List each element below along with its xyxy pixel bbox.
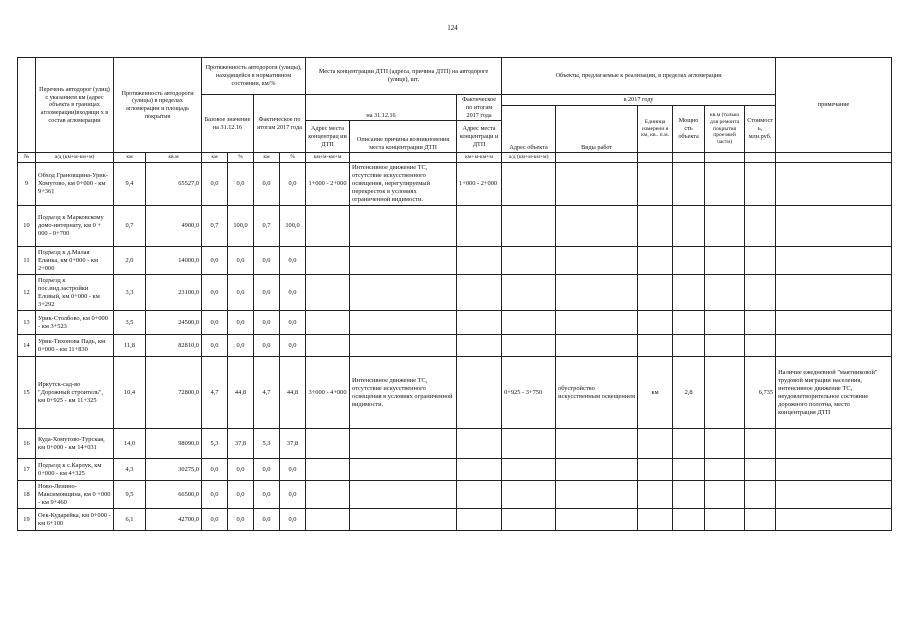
object-work [556,247,638,275]
object-work [556,275,638,311]
unit-dtp-kmm: км+м-км+м [306,153,350,163]
dtp-reason [350,335,457,357]
dtp-address [306,429,350,459]
fact-pct: 100,0 [280,206,306,247]
fact-pct: 0,0 [280,163,306,206]
object-cost [745,335,776,357]
dtp-address-2017 [457,206,502,247]
dtp-address [306,206,350,247]
dtp-reason [350,311,457,335]
object-work: обустройство искусственным освещением [556,357,638,429]
object-cost [745,163,776,206]
header-road-list: Перечень автодорог (улиц) с указанием км (адрес объекта в границах агломерации)входящи х в состав агломерации [36,58,114,153]
dtp-address-2017 [457,429,502,459]
unit-fact-km: км [254,153,280,163]
header-length: Протяженность автодороги (улицы) в пределах агломерации и площадь покрытия [114,58,202,153]
base-pct: 37,8 [228,429,254,459]
object-area [705,429,745,459]
header-obj-area: кв.м (только для ремонта покрытия проезжей части) [705,105,745,153]
object-area [705,459,745,481]
fact-pct: 0,0 [280,311,306,335]
base-pct: 0,0 [228,247,254,275]
object-address [502,163,556,206]
page-number: 124 [447,24,458,32]
object-area [705,357,745,429]
road-length: 3,3 [114,275,146,311]
header-objects-group: Объекты, предлагаемые к реализации, в пределах агломерации [502,58,776,95]
object-cost [745,275,776,311]
object-address [502,247,556,275]
fact-pct: 0,0 [280,275,306,311]
object-unit [638,275,673,311]
row-note [776,275,892,311]
roads-table [17,57,892,531]
header-dtp-reason: Описание причины возникновения места концентрации ДТП [350,121,457,153]
road-area: 30275,0 [146,459,202,481]
table-row [18,275,892,311]
base-pct: 0,0 [228,459,254,481]
row-note [776,163,892,206]
dtp-address [306,275,350,311]
object-work [556,459,638,481]
object-cost: 6,735 [745,357,776,429]
object-address [502,275,556,311]
header-dtp-group: Места концентрации ДТП (адреса, причина ДТП) на автодороге (улице), шт. [306,58,502,95]
base-km: 0,0 [202,247,228,275]
object-cost [745,429,776,459]
base-km: 4,7 [202,357,228,429]
object-address [502,459,556,481]
road-area: 82810,0 [146,335,202,357]
row-note [776,335,892,357]
road-area: 65527,0 [146,163,202,206]
road-length: 9,5 [114,481,146,509]
table-row [18,311,892,335]
object-address [502,335,556,357]
dtp-reason [350,459,457,481]
dtp-address [306,247,350,275]
object-unit [638,429,673,459]
fact-km: 4,7 [254,357,280,429]
object-power [673,163,705,206]
object-cost [745,459,776,481]
unit-km: км [114,153,146,163]
header-norm-group: Протяженность автодороги (улицы), находящейся в нормативном состоянии, км/% [202,58,306,95]
unit-blank [638,153,673,163]
object-work [556,311,638,335]
unit-blank [705,153,745,163]
header-obj-addr: Адрес объекта [502,105,556,153]
base-km: 0,0 [202,459,228,481]
row-number: 16 [18,429,36,459]
object-area [705,206,745,247]
header-dtp-date: на 31.12.16 [306,95,457,121]
row-number: 19 [18,509,36,531]
row-number: 9 [18,163,36,206]
dtp-address-2017 [457,481,502,509]
dtp-reason [350,206,457,247]
road-name: Подъезд к Марковскому домо-интернату, км 0 + 000 - 0+700 [36,206,114,247]
fact-pct: 37,8 [280,429,306,459]
base-km: 0,0 [202,509,228,531]
object-area [705,311,745,335]
object-power [673,481,705,509]
base-km: 0,7 [202,206,228,247]
object-work [556,509,638,531]
base-pct: 100,0 [228,206,254,247]
unit-no: № [18,153,36,163]
header-obj-cost: Стоимост ь, млн.руб. [745,105,776,153]
fact-km: 0,0 [254,275,280,311]
object-work [556,429,638,459]
road-name: Иркутск-сад-во "Дорожный строитель", км 0+925 - км 11+325 [36,357,114,429]
object-cost [745,206,776,247]
object-area [705,163,745,206]
dtp-address-2017 [457,275,502,311]
dtp-address-2017 [457,509,502,531]
dtp-address-2017 [457,247,502,275]
table-row [18,459,892,481]
row-note [776,206,892,247]
object-power [673,429,705,459]
road-area: 66500,0 [146,481,202,509]
fact-pct: 0,0 [280,247,306,275]
object-power [673,247,705,275]
road-length: 2,0 [114,247,146,275]
unit-obj-ad: а/д (км+м-км+м) [502,153,556,163]
header-dtp-addr: Адрес места концентрац ии ДТП [306,121,350,153]
object-power [673,206,705,247]
fact-km: 0,0 [254,481,280,509]
object-unit [638,509,673,531]
unit-blank [350,153,457,163]
dtp-reason [350,247,457,275]
road-length: 11,8 [114,335,146,357]
dtp-address [306,335,350,357]
road-length: 9,4 [114,163,146,206]
fact-km: 0,0 [254,509,280,531]
dtp-address: 3+000 - 4+000 [306,357,350,429]
object-address [502,206,556,247]
dtp-address-2017 [457,335,502,357]
object-address [502,429,556,459]
row-number: 17 [18,459,36,481]
header-base: Базовое значение на 31.12.16 [202,95,254,153]
base-pct: 0,0 [228,311,254,335]
fact-km: 0,0 [254,335,280,357]
road-area: 14000,0 [146,247,202,275]
object-unit [638,311,673,335]
object-work [556,335,638,357]
fact-km: 0,0 [254,247,280,275]
table-row [18,357,892,429]
base-pct: 0,0 [228,509,254,531]
fact-km: 5,3 [254,429,280,459]
object-address: 0+925 - 3+750 [502,357,556,429]
dtp-address-2017 [457,311,502,335]
fact-pct: 0,0 [280,335,306,357]
object-unit [638,206,673,247]
table-row [18,509,892,531]
road-name: Обход Грановщина-Урик-Хомутово, км 0+000 - км 9+361 [36,163,114,206]
dtp-reason [350,429,457,459]
object-address [502,311,556,335]
road-length: 6,1 [114,509,146,531]
fact-km: 0,0 [254,163,280,206]
object-unit: км [638,357,673,429]
object-power [673,509,705,531]
road-length: 14,0 [114,429,146,459]
road-name: Подъезд к с.Карлук, км 0+000 - км 4+325 [36,459,114,481]
header-obj-year: в 2017 году [502,95,776,106]
base-pct: 0,0 [228,163,254,206]
object-power [673,311,705,335]
dtp-address [306,311,350,335]
object-address [502,509,556,531]
base-pct: 0,0 [228,335,254,357]
road-name: Ново-Ленино-Максимовщина, км 0 +000 - км 9+460 [36,481,114,509]
object-cost [745,509,776,531]
dtp-address-2017 [457,357,502,429]
dtp-address-2017: 1+000 - 2+000 [457,163,502,206]
header-dtp-addr2: Адрес места концентраци и ДТП [457,121,502,153]
row-number: 10 [18,206,36,247]
unit-kvm: кв.м [146,153,202,163]
table-row [18,335,892,357]
object-cost [745,247,776,275]
unit-blank [745,153,776,163]
table-row [18,481,892,509]
object-cost [745,311,776,335]
object-work [556,163,638,206]
base-km: 0,0 [202,163,228,206]
unit-base-km: км [202,153,228,163]
road-name: Куда-Хомутово-Турская, км 0+000 - км 14+031 [36,429,114,459]
header-dtp-fact: Фактическое по итогам 2017 года [457,95,502,121]
dtp-reason [350,509,457,531]
base-km: 5,3 [202,429,228,459]
object-unit [638,459,673,481]
row-number: 13 [18,311,36,335]
object-area [705,335,745,357]
unit-base-pct: % [228,153,254,163]
fact-pct: 0,0 [280,481,306,509]
fact-km: 0,0 [254,311,280,335]
road-name: Урик-Тихонова Падь, км 0+000 - км 11+830 [36,335,114,357]
object-power [673,459,705,481]
row-note: Наличие ежедневной "маятниковой" трудовой миграции населения, интенсивное движение ТС, неудовлетворительное состояние дорожного полотна, место концентрация ДТП [776,357,892,429]
dtp-address [306,481,350,509]
fact-km: 0,7 [254,206,280,247]
base-km: 0,0 [202,311,228,335]
road-area: 72800,0 [146,357,202,429]
row-number: 15 [18,357,36,429]
object-cost [745,481,776,509]
road-length: 3,5 [114,311,146,335]
road-area: 23100,0 [146,275,202,311]
fact-pct: 0,0 [280,459,306,481]
road-name: Урик-Столбово, км 0+000 - км 3+523 [36,311,114,335]
base-km: 0,0 [202,335,228,357]
object-power: 2,8 [673,357,705,429]
road-name: Подъезд к пос.инд.застройки Еловый, км 0+000 - км 3+292 [36,275,114,311]
table-row [18,206,892,247]
header-obj-work: Виды работ [556,105,638,153]
header-note: примечание [776,58,892,153]
road-area: 24500,0 [146,311,202,335]
object-area [705,509,745,531]
road-length: 10,4 [114,357,146,429]
fact-km: 0,0 [254,459,280,481]
dtp-address [306,509,350,531]
dtp-address: 1+000 - 2+000 [306,163,350,206]
table-row [18,247,892,275]
base-pct: 44,8 [228,357,254,429]
base-km: 0,0 [202,481,228,509]
unit-blank [776,153,892,163]
header-fact: Фактическое по итогам 2017 года [254,95,306,153]
row-note [776,247,892,275]
object-unit [638,481,673,509]
row-number: 12 [18,275,36,311]
unit-blank [673,153,705,163]
row-note [776,481,892,509]
row-note [776,429,892,459]
object-work [556,481,638,509]
fact-pct: 0,0 [280,509,306,531]
object-unit [638,335,673,357]
dtp-reason [350,481,457,509]
road-area: 98090,0 [146,429,202,459]
row-number: 14 [18,335,36,357]
road-area: 4900,0 [146,206,202,247]
road-area: 42700,0 [146,509,202,531]
road-name: Оек-Кударейка, км 0+000 - км 6+100 [36,509,114,531]
object-address [502,481,556,509]
object-unit [638,163,673,206]
row-note [776,459,892,481]
table-row [18,163,892,206]
row-note [776,311,892,335]
dtp-address [306,459,350,481]
object-area [705,275,745,311]
dtp-address-2017 [457,459,502,481]
object-area [705,247,745,275]
unit-blank [556,153,638,163]
header-obj-unit: Единица измерени я км, кв.. п.м. [638,105,673,153]
dtp-reason: Интенсивное движение ТС, отсутствие искусственного освещения в условиях ограниченной видимости. [350,357,457,429]
road-length: 4,3 [114,459,146,481]
dtp-reason [350,275,457,311]
object-area [705,481,745,509]
object-power [673,275,705,311]
header-no-blank [18,58,36,153]
table-row [18,429,892,459]
unit-dtp-kmm2: км+м-км+м [457,153,502,163]
row-number: 11 [18,247,36,275]
object-work [556,206,638,247]
object-power [673,335,705,357]
base-pct: 0,0 [228,275,254,311]
row-note [776,509,892,531]
unit-fact-pct: % [280,153,306,163]
row-number: 18 [18,481,36,509]
base-km: 0,0 [202,275,228,311]
unit-ad: а/д (км+м-км+м) [36,153,114,163]
dtp-reason: Интенсивное движение ТС, отсутствие искусственного освещения, нерегулируемый перекресток в условиях ограниченной видимости. [350,163,457,206]
road-name: Подъезд к д.Малая Еланка, км 0+000 - км 2+000 [36,247,114,275]
object-unit [638,247,673,275]
fact-pct: 44,8 [280,357,306,429]
base-pct: 0,0 [228,481,254,509]
road-length: 0,7 [114,206,146,247]
header-obj-power: Мощно сть объекта [673,105,705,153]
